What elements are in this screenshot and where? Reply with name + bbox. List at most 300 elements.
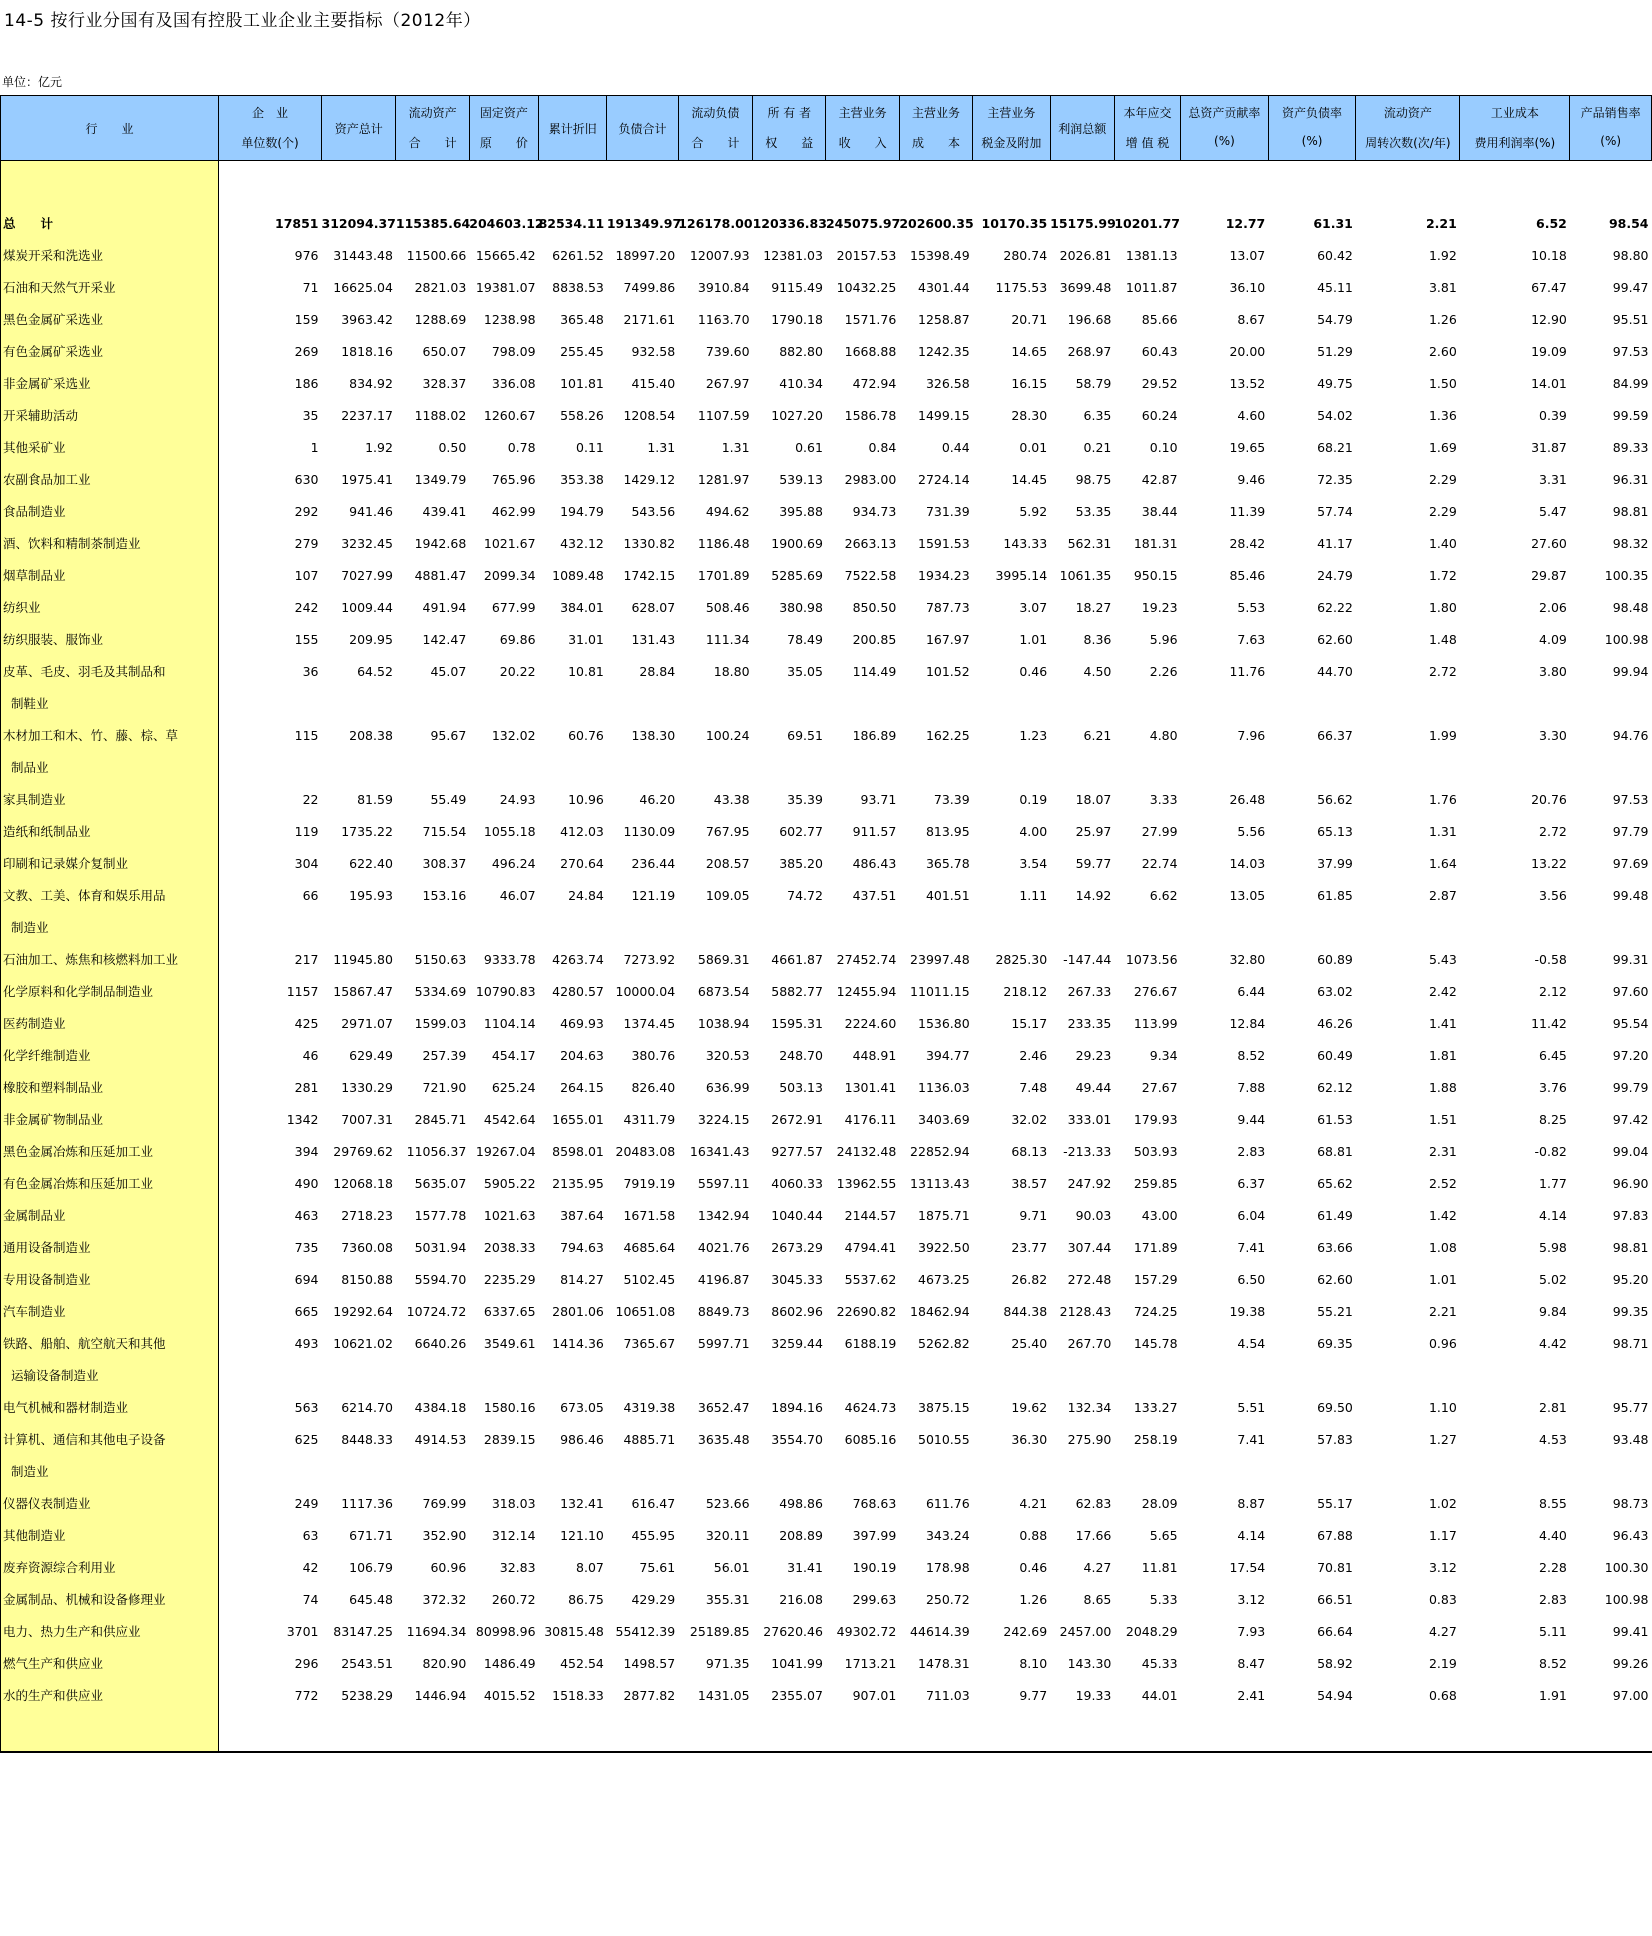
value-cell: 29.23 <box>1075 1047 1112 1063</box>
value-cell: 14.45 <box>1011 471 1048 487</box>
value-cell: 255.45 <box>560 343 604 359</box>
industry-name: 其他采矿业 <box>1 431 219 463</box>
value-cell: 55.49 <box>430 791 467 807</box>
value-cell: 602.77 <box>779 823 823 839</box>
value-cell: 463 <box>294 1207 319 1223</box>
value-cell: 7919.19 <box>623 1175 676 1191</box>
value-cell: 96.43 <box>1612 1527 1649 1543</box>
value-cell: 2845.71 <box>414 1111 467 1127</box>
value-cell: 18.27 <box>1075 599 1112 615</box>
value-cell <box>1050 687 1114 719</box>
value-cell: 1586.78 <box>844 407 897 423</box>
value-cell: 28.84 <box>639 663 676 679</box>
value-cell: 36.30 <box>1011 1431 1048 1447</box>
value-cell: 5010.55 <box>918 1431 970 1447</box>
value-cell: 121.10 <box>560 1527 604 1543</box>
value-cell: 1381.13 <box>1125 247 1178 263</box>
value-cell: 2672.91 <box>771 1111 823 1127</box>
value-cell: 61.49 <box>1317 1207 1353 1223</box>
value-cell: 71 <box>302 279 319 295</box>
value-cell: 326.58 <box>925 375 970 391</box>
value-cell <box>1460 1711 1570 1752</box>
value-cell: 44614.39 <box>910 1623 970 1639</box>
value-cell: 3963.42 <box>341 311 393 327</box>
value-cell <box>1570 161 1652 208</box>
column-header-label: 主营业务 <box>838 106 887 120</box>
value-cell: 5.65 <box>1149 1527 1178 1543</box>
table-row <box>1 783 1652 815</box>
value-cell: 1.64 <box>1428 855 1457 871</box>
value-cell <box>826 687 899 719</box>
column-header <box>219 96 322 161</box>
value-cell: 69.86 <box>499 631 536 647</box>
value-cell: 29769.62 <box>333 1143 393 1159</box>
value-cell: 15398.49 <box>910 247 970 263</box>
value-cell: 22852.94 <box>910 1143 970 1159</box>
value-cell: 1.26 <box>1019 1591 1048 1607</box>
value-cell: 63 <box>302 1527 319 1543</box>
value-cell: 8.65 <box>1083 1591 1112 1607</box>
table-row <box>1 815 1652 847</box>
value-cell <box>396 1455 469 1487</box>
value-cell: 97.83 <box>1612 1207 1649 1223</box>
value-cell: 425 <box>294 1015 319 1031</box>
value-cell: 10170.35 <box>981 215 1048 231</box>
value-cell: 93.48 <box>1612 1431 1649 1447</box>
table-row <box>1 1327 1652 1359</box>
value-cell <box>219 1359 322 1391</box>
industry-name: 黑色金属冶炼和压延加工业 <box>1 1135 219 1167</box>
column-header-label: 产品销售率 <box>1580 106 1641 120</box>
value-cell: 1.92 <box>365 439 393 455</box>
value-cell: 882.80 <box>779 343 823 359</box>
value-cell: 8.55 <box>1539 1495 1567 1511</box>
value-cell <box>1268 687 1356 719</box>
value-cell: 5262.82 <box>918 1335 970 1351</box>
value-cell <box>1181 1359 1269 1391</box>
value-cell: 7360.08 <box>341 1239 393 1255</box>
value-cell: 625.24 <box>491 1079 536 1095</box>
column-header <box>826 96 899 161</box>
value-cell <box>539 687 607 719</box>
value-cell: 1136.03 <box>918 1079 970 1095</box>
value-cell: 13.07 <box>1229 247 1266 263</box>
value-cell: 844.38 <box>1003 1303 1048 1319</box>
value-cell: 2801.06 <box>552 1303 604 1319</box>
industry-name: 家具制造业 <box>1 783 219 815</box>
value-cell: 1258.87 <box>918 311 970 327</box>
industry-name: 有色金属矿采选业 <box>1 335 219 367</box>
column-header-label: 所 有 者 <box>767 106 812 120</box>
value-cell: 46.20 <box>639 791 676 807</box>
value-cell: 43.38 <box>713 791 750 807</box>
value-cell: 142.47 <box>422 631 467 647</box>
industry-name: 通用设备制造业 <box>1 1231 219 1263</box>
value-cell: 55412.39 <box>615 1623 676 1639</box>
industry-name: 文教、工美、体育和娱乐用品 <box>1 879 219 911</box>
value-cell: 66.37 <box>1317 727 1353 743</box>
value-cell: 46.07 <box>499 887 536 903</box>
value-cell: 10432.25 <box>836 279 897 295</box>
value-cell: 448.91 <box>852 1047 897 1063</box>
value-cell <box>1181 161 1269 208</box>
value-cell <box>1114 161 1180 208</box>
value-cell: 2171.61 <box>623 311 676 327</box>
value-cell: 385.20 <box>779 855 823 871</box>
value-cell: 31.41 <box>787 1559 823 1575</box>
value-cell: 9115.49 <box>771 279 823 295</box>
value-cell <box>396 161 469 208</box>
value-cell: 650.07 <box>422 343 467 359</box>
value-cell: 115385.64 <box>395 215 471 231</box>
value-cell: 677.99 <box>491 599 536 615</box>
value-cell: 813.95 <box>925 823 970 839</box>
value-cell: 767.95 <box>705 823 750 839</box>
value-cell: 380.76 <box>631 1047 676 1063</box>
column-header <box>1181 96 1269 161</box>
table-row <box>1 1583 1652 1615</box>
value-cell: 27.67 <box>1141 1079 1178 1095</box>
value-cell: -0.82 <box>1534 1143 1567 1159</box>
value-cell: 20483.08 <box>615 1143 676 1159</box>
value-cell: 5238.29 <box>341 1687 393 1703</box>
table-row <box>1 271 1652 303</box>
unit-label: 单位：亿元 <box>2 75 63 89</box>
value-cell <box>607 1359 678 1391</box>
value-cell: 19.33 <box>1075 1687 1112 1703</box>
column-header-sublabel: (%) <box>1600 134 1622 148</box>
value-cell: 96.90 <box>1612 1175 1649 1191</box>
table-row <box>1 1359 1652 1391</box>
value-cell: 12007.93 <box>689 247 750 263</box>
value-cell: 1.99 <box>1428 727 1457 743</box>
value-cell: 1655.01 <box>552 1111 604 1127</box>
value-cell: 49.75 <box>1317 375 1353 391</box>
value-cell: 312.14 <box>491 1527 536 1543</box>
industry-name: 铁路、船舶、航空航天和其他 <box>1 1327 219 1359</box>
table-row <box>1 527 1652 559</box>
value-cell: 2355.07 <box>771 1687 823 1703</box>
value-cell: 2.12 <box>1539 983 1567 999</box>
value-cell: 437.51 <box>852 887 897 903</box>
value-cell: 74 <box>302 1591 319 1607</box>
value-cell <box>607 687 678 719</box>
table-row <box>1 1647 1652 1679</box>
industry-name: 食品制造业 <box>1 495 219 527</box>
value-cell: 132.34 <box>1067 1399 1112 1415</box>
value-cell: 97.53 <box>1612 343 1649 359</box>
value-cell: 5.53 <box>1237 599 1266 615</box>
column-header <box>1570 96 1652 161</box>
value-cell: 247.92 <box>1067 1175 1112 1191</box>
value-cell: 19.65 <box>1229 439 1266 455</box>
value-cell: 155 <box>294 631 319 647</box>
value-cell: 19.62 <box>1011 1399 1048 1415</box>
value-cell: 1.31 <box>721 439 750 455</box>
value-cell: 4280.57 <box>552 983 604 999</box>
value-cell <box>219 161 322 208</box>
value-cell: 66.51 <box>1317 1591 1353 1607</box>
value-cell: 13113.43 <box>910 1175 970 1191</box>
value-cell: 95.77 <box>1612 1399 1649 1415</box>
table-row <box>1 1391 1652 1423</box>
value-cell: 508.46 <box>705 599 750 615</box>
value-cell <box>899 161 972 208</box>
column-header <box>1460 96 1570 161</box>
value-cell: 7522.58 <box>844 567 897 583</box>
value-cell: 7.41 <box>1237 1239 1266 1255</box>
value-cell: 1900.69 <box>771 535 823 551</box>
industry-cell <box>1 161 219 208</box>
value-cell: 0.50 <box>438 439 467 455</box>
value-cell: 23.77 <box>1011 1239 1048 1255</box>
value-cell: 1330.82 <box>623 535 676 551</box>
value-cell: 1.48 <box>1428 631 1457 647</box>
table-row <box>1 399 1652 431</box>
value-cell: 10.96 <box>568 791 604 807</box>
industry-name: 石油和天然气开采业 <box>1 271 219 303</box>
value-cell: 4685.64 <box>623 1239 676 1255</box>
value-cell: 308.37 <box>422 855 467 871</box>
value-cell: 1.26 <box>1428 311 1457 327</box>
value-cell <box>1050 1711 1114 1752</box>
value-cell <box>469 1359 538 1391</box>
value-cell: 29.52 <box>1141 375 1178 391</box>
value-cell: 4.40 <box>1539 1527 1567 1543</box>
value-cell: 1342 <box>286 1111 319 1127</box>
value-cell: 5.51 <box>1237 1399 1266 1415</box>
value-cell: 8602.96 <box>771 1303 823 1319</box>
value-cell: 2128.43 <box>1059 1303 1112 1319</box>
value-cell <box>1181 911 1269 943</box>
value-cell: 57.74 <box>1317 503 1353 519</box>
value-cell: 120336.83 <box>752 215 827 231</box>
value-cell: 1104.14 <box>483 1015 536 1031</box>
value-cell <box>1268 161 1356 208</box>
industry-name: 电力、热力生产和供应业 <box>1 1615 219 1647</box>
value-cell <box>1570 687 1652 719</box>
value-cell: 30815.48 <box>544 1623 604 1639</box>
value-cell: 1041.99 <box>771 1655 823 1671</box>
value-cell <box>899 1359 972 1391</box>
value-cell: 768.63 <box>852 1495 897 1511</box>
value-cell: 31443.48 <box>333 247 393 263</box>
industry-cell <box>1 1711 219 1752</box>
value-cell: 7.96 <box>1237 727 1266 743</box>
value-cell: 932.58 <box>631 343 676 359</box>
value-cell: 0.88 <box>1019 1527 1048 1543</box>
value-cell: 7.93 <box>1237 1623 1266 1639</box>
value-cell: 8598.01 <box>552 1143 604 1159</box>
value-cell: 27.60 <box>1531 535 1567 551</box>
value-cell: 131.43 <box>631 631 676 647</box>
value-cell: 98.75 <box>1075 471 1112 487</box>
value-cell <box>396 687 469 719</box>
value-cell: 6337.65 <box>483 1303 536 1319</box>
value-cell: 72.35 <box>1317 471 1353 487</box>
value-cell: 18.07 <box>1075 791 1112 807</box>
value-cell <box>1114 1359 1180 1391</box>
value-cell: 2983.00 <box>844 471 897 487</box>
value-cell: 1040.44 <box>771 1207 823 1223</box>
value-cell: 3.12 <box>1237 1591 1266 1607</box>
value-cell: 75.61 <box>639 1559 676 1575</box>
value-cell <box>1181 751 1269 783</box>
value-cell: 3995.14 <box>995 567 1048 583</box>
value-cell: 61.53 <box>1317 1111 1353 1127</box>
value-cell: 38.57 <box>1011 1175 1048 1191</box>
value-cell: 1038.94 <box>697 1015 750 1031</box>
value-cell: 24.84 <box>568 887 604 903</box>
column-header-label: 行 业 <box>85 121 134 136</box>
value-cell: 1342.94 <box>697 1207 750 1223</box>
value-cell: 472.94 <box>852 375 897 391</box>
value-cell: 69.50 <box>1317 1399 1353 1415</box>
value-cell: 86.75 <box>568 1591 604 1607</box>
value-cell: 673.05 <box>560 1399 604 1415</box>
industry-name: 仪器仪表制造业 <box>1 1487 219 1519</box>
value-cell: 0.46 <box>1019 663 1048 679</box>
column-header-sublabel: 权 益 <box>765 136 814 150</box>
value-cell <box>1356 687 1460 719</box>
value-cell: 8849.73 <box>697 1303 750 1319</box>
value-cell: 4.60 <box>1237 407 1266 423</box>
value-cell: 1.31 <box>1428 823 1457 839</box>
value-cell: 257.39 <box>422 1047 467 1063</box>
value-cell: 4.27 <box>1428 1623 1457 1639</box>
value-cell: 70.81 <box>1317 1559 1353 1575</box>
value-cell <box>826 1359 899 1391</box>
value-cell <box>469 1455 538 1487</box>
value-cell <box>973 1711 1050 1752</box>
industry-name: 纺织服装、服饰业 <box>1 623 219 655</box>
value-cell: 4624.73 <box>844 1399 897 1415</box>
value-cell: 100.35 <box>1604 567 1649 583</box>
value-cell: 2457.00 <box>1059 1623 1112 1639</box>
value-cell: 469.93 <box>560 1015 604 1031</box>
value-cell: 60.43 <box>1141 343 1178 359</box>
value-cell: 62.83 <box>1075 1495 1112 1511</box>
value-cell: 320.53 <box>705 1047 750 1063</box>
value-cell: 539.13 <box>779 471 823 487</box>
table-row <box>1 463 1652 495</box>
industry-name: 电气机械和器材制造业 <box>1 1391 219 1423</box>
value-cell: 275.90 <box>1067 1431 1112 1447</box>
value-cell: 394.77 <box>925 1047 970 1063</box>
value-cell: 28.42 <box>1229 535 1266 551</box>
value-cell: 20.71 <box>1011 311 1048 327</box>
value-cell: 94.76 <box>1612 727 1649 743</box>
value-cell: 195.93 <box>349 887 393 903</box>
column-header <box>396 96 469 161</box>
value-cell: 5150.63 <box>414 951 467 967</box>
industry-name: 金属制品业 <box>1 1199 219 1231</box>
value-cell: 245075.97 <box>825 215 901 231</box>
value-cell: 336.08 <box>491 375 536 391</box>
value-cell: 62.22 <box>1317 599 1353 615</box>
value-cell: 100.24 <box>705 727 750 743</box>
value-cell: 6.45 <box>1539 1047 1567 1063</box>
value-cell <box>678 687 752 719</box>
value-cell: 209.95 <box>349 631 393 647</box>
value-cell: 772 <box>294 1687 319 1703</box>
value-cell: 218.12 <box>1003 983 1048 999</box>
value-cell: 64.52 <box>357 663 393 679</box>
value-cell: 5334.69 <box>414 983 467 999</box>
value-cell: 8150.88 <box>341 1271 393 1287</box>
value-cell: 625 <box>294 1431 319 1447</box>
value-cell: 186.89 <box>852 727 897 743</box>
value-cell: 3.07 <box>1019 599 1048 615</box>
value-cell <box>1356 161 1460 208</box>
value-cell: 1021.67 <box>483 535 536 551</box>
industry-name: 化学纤维制造业 <box>1 1039 219 1071</box>
value-cell <box>1050 751 1114 783</box>
value-cell: 80998.96 <box>475 1623 536 1639</box>
value-cell: 11.81 <box>1141 1559 1178 1575</box>
value-cell: 911.57 <box>852 823 897 839</box>
value-cell: 1.42 <box>1428 1207 1457 1223</box>
value-cell: 49.44 <box>1075 1079 1112 1095</box>
value-cell: 5.02 <box>1539 1271 1567 1287</box>
value-cell: 96.31 <box>1612 471 1649 487</box>
table-row <box>1 911 1652 943</box>
table-row <box>1 1295 1652 1327</box>
value-cell: 2.72 <box>1428 663 1457 679</box>
value-cell: 11.42 <box>1531 1015 1567 1031</box>
value-cell: 99.41 <box>1612 1623 1649 1639</box>
value-cell: 6.62 <box>1149 887 1178 903</box>
value-cell: 12.90 <box>1531 311 1567 327</box>
value-cell: 454.17 <box>491 1047 536 1063</box>
value-cell: 60.89 <box>1317 951 1353 967</box>
industry-name: 燃气生产和供应业 <box>1 1647 219 1679</box>
value-cell: 13.05 <box>1229 887 1266 903</box>
value-cell: 429.29 <box>631 1591 676 1607</box>
value-cell: 4319.38 <box>623 1399 676 1415</box>
value-cell <box>1356 1711 1460 1752</box>
value-cell: 276.67 <box>1133 983 1178 999</box>
industry-name: 专用设备制造业 <box>1 1263 219 1295</box>
column-header-label: 流动资产 <box>408 106 457 120</box>
value-cell: 97.00 <box>1612 1687 1649 1703</box>
value-cell: 2.26 <box>1149 663 1178 679</box>
value-cell: 99.26 <box>1612 1655 1649 1671</box>
value-cell: 56.62 <box>1317 791 1353 807</box>
value-cell: 153.16 <box>422 887 467 903</box>
value-cell: 5031.94 <box>414 1239 467 1255</box>
value-cell: 200.85 <box>852 631 897 647</box>
value-cell: 1260.67 <box>483 407 536 423</box>
value-cell: 2663.13 <box>844 535 897 551</box>
value-cell: 58.79 <box>1075 375 1112 391</box>
value-cell: 794.63 <box>560 1239 604 1255</box>
value-cell: 67.47 <box>1531 279 1567 295</box>
table-row <box>1 1455 1652 1487</box>
value-cell <box>1114 911 1180 943</box>
value-cell: 138.30 <box>631 727 676 743</box>
value-cell: 4661.87 <box>771 951 823 967</box>
value-cell <box>1460 1359 1570 1391</box>
value-cell: 304 <box>294 855 319 871</box>
value-cell <box>1570 1455 1652 1487</box>
value-cell: 16341.43 <box>689 1143 750 1159</box>
value-cell: 0.78 <box>507 439 536 455</box>
value-cell: 629.49 <box>349 1047 393 1063</box>
value-cell <box>1570 1359 1652 1391</box>
value-cell: 5594.70 <box>414 1271 467 1287</box>
value-cell: 4060.33 <box>771 1175 823 1191</box>
